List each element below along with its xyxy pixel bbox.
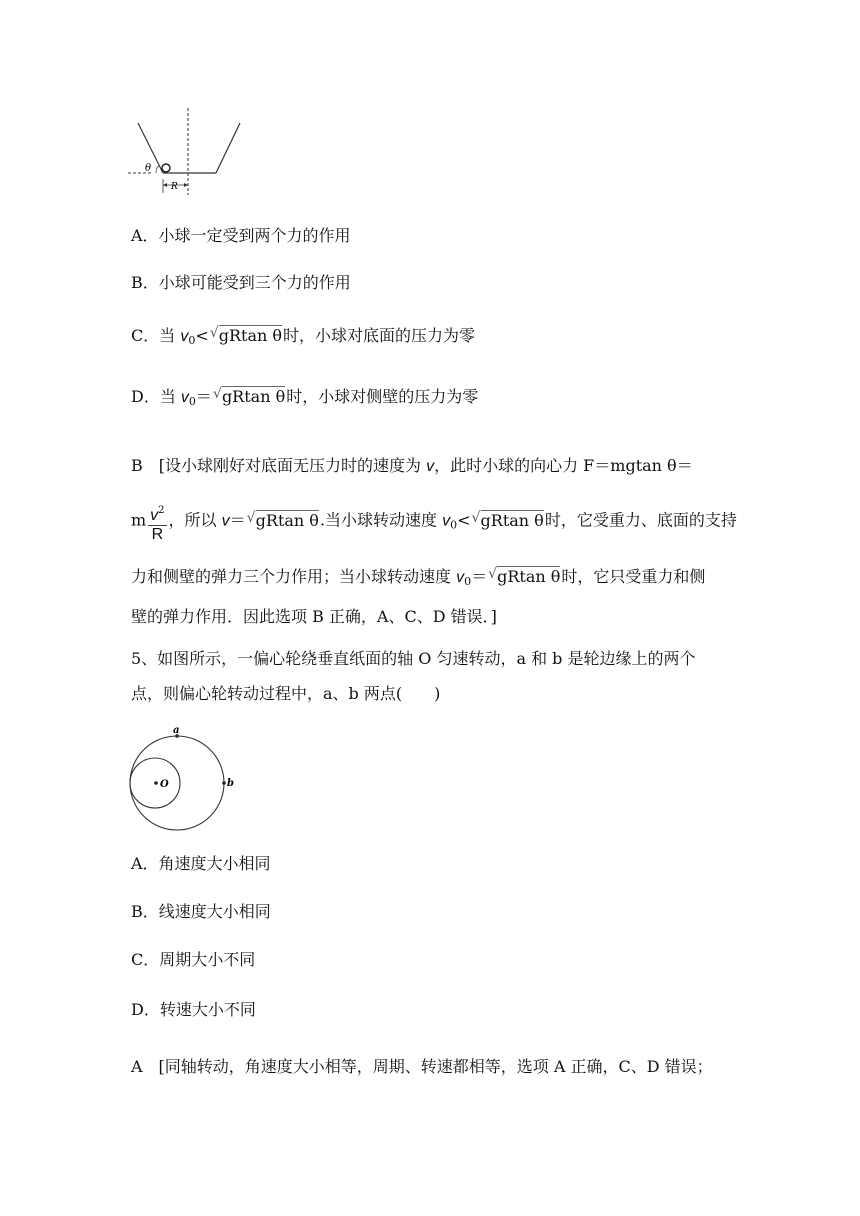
q4-answer-line-3: 力和侧壁的弹力三个力作用；当小球转动速度 $v_0=$ √ gRtan θ时，它只受重力和侧 (131, 566, 706, 588)
q4-option-a: A．小球一定受到两个力的作用 (131, 226, 351, 245)
point-a-label: a (173, 725, 180, 736)
q5-answer-line-1: A [同轴转动，角速度大小相等，周期、转速都相等，选项 A 正确，C、D 错误； (131, 1057, 713, 1076)
q4-option-d: D．当 $v_0=$ √ gRtan θ时，小球对侧壁的压力为零 (131, 386, 479, 408)
point-b-label: b (227, 778, 234, 789)
q5-option-b: B．线速度大小相同 (131, 902, 271, 921)
q4-answer-line-2: m $\frac{v^2}{R}$ ，所以 v＝ √ gRtan θ.当小球转动速度 $v_0<$ √ gRtan θ时，它受重力、底面的支持 (131, 500, 737, 542)
axis-o-label: O (160, 779, 169, 790)
sqrt-expression: √ gRtan θ (212, 386, 286, 406)
sqrt-expression: √ gRtan θ (209, 325, 283, 345)
q5-stem-line-1: 5、如图所示，一偏心轮绕垂直纸面的轴 O 匀速转动，a 和 b 是轮边缘上的两个 (131, 649, 696, 668)
q4-answer-line-4: 壁的弹力作用．因此选项 B 正确，A、C、D 错误．] (131, 607, 497, 626)
q4-answer-line-1: B [设小球刚好对底面无压力时的速度为 v，此时小球的向心力 F＝mgtan θ＝ (131, 456, 693, 475)
eccentric-wheel-figure (125, 725, 240, 837)
q4-option-b: B．小球可能受到三个力的作用 (131, 273, 351, 292)
theta-label: θ (145, 163, 152, 174)
fraction-v2-over-r: $\frac{v^2}{R}$ (148, 502, 166, 544)
q5-option-d: D．转速大小不同 (131, 1000, 256, 1019)
sqrt-expression: √ gRtan θ (471, 509, 544, 530)
sqrt-expression: √ gRtan θ (246, 509, 319, 530)
radius-label: R (171, 182, 178, 192)
q5-stem-line-2: 点，则偏心轮转动过程中，a、b 两点( ) (131, 684, 441, 703)
q5-option-a: A．角速度大小相同 (131, 854, 271, 873)
q4-option-c: C．当 $v_0<$ √ gRtan θ时，小球对底面的压力为零 (131, 325, 476, 347)
cone-container-figure (125, 103, 250, 198)
sqrt-expression: √ gRtan θ (488, 566, 561, 586)
q5-option-c: C．周期大小不同 (131, 950, 256, 969)
